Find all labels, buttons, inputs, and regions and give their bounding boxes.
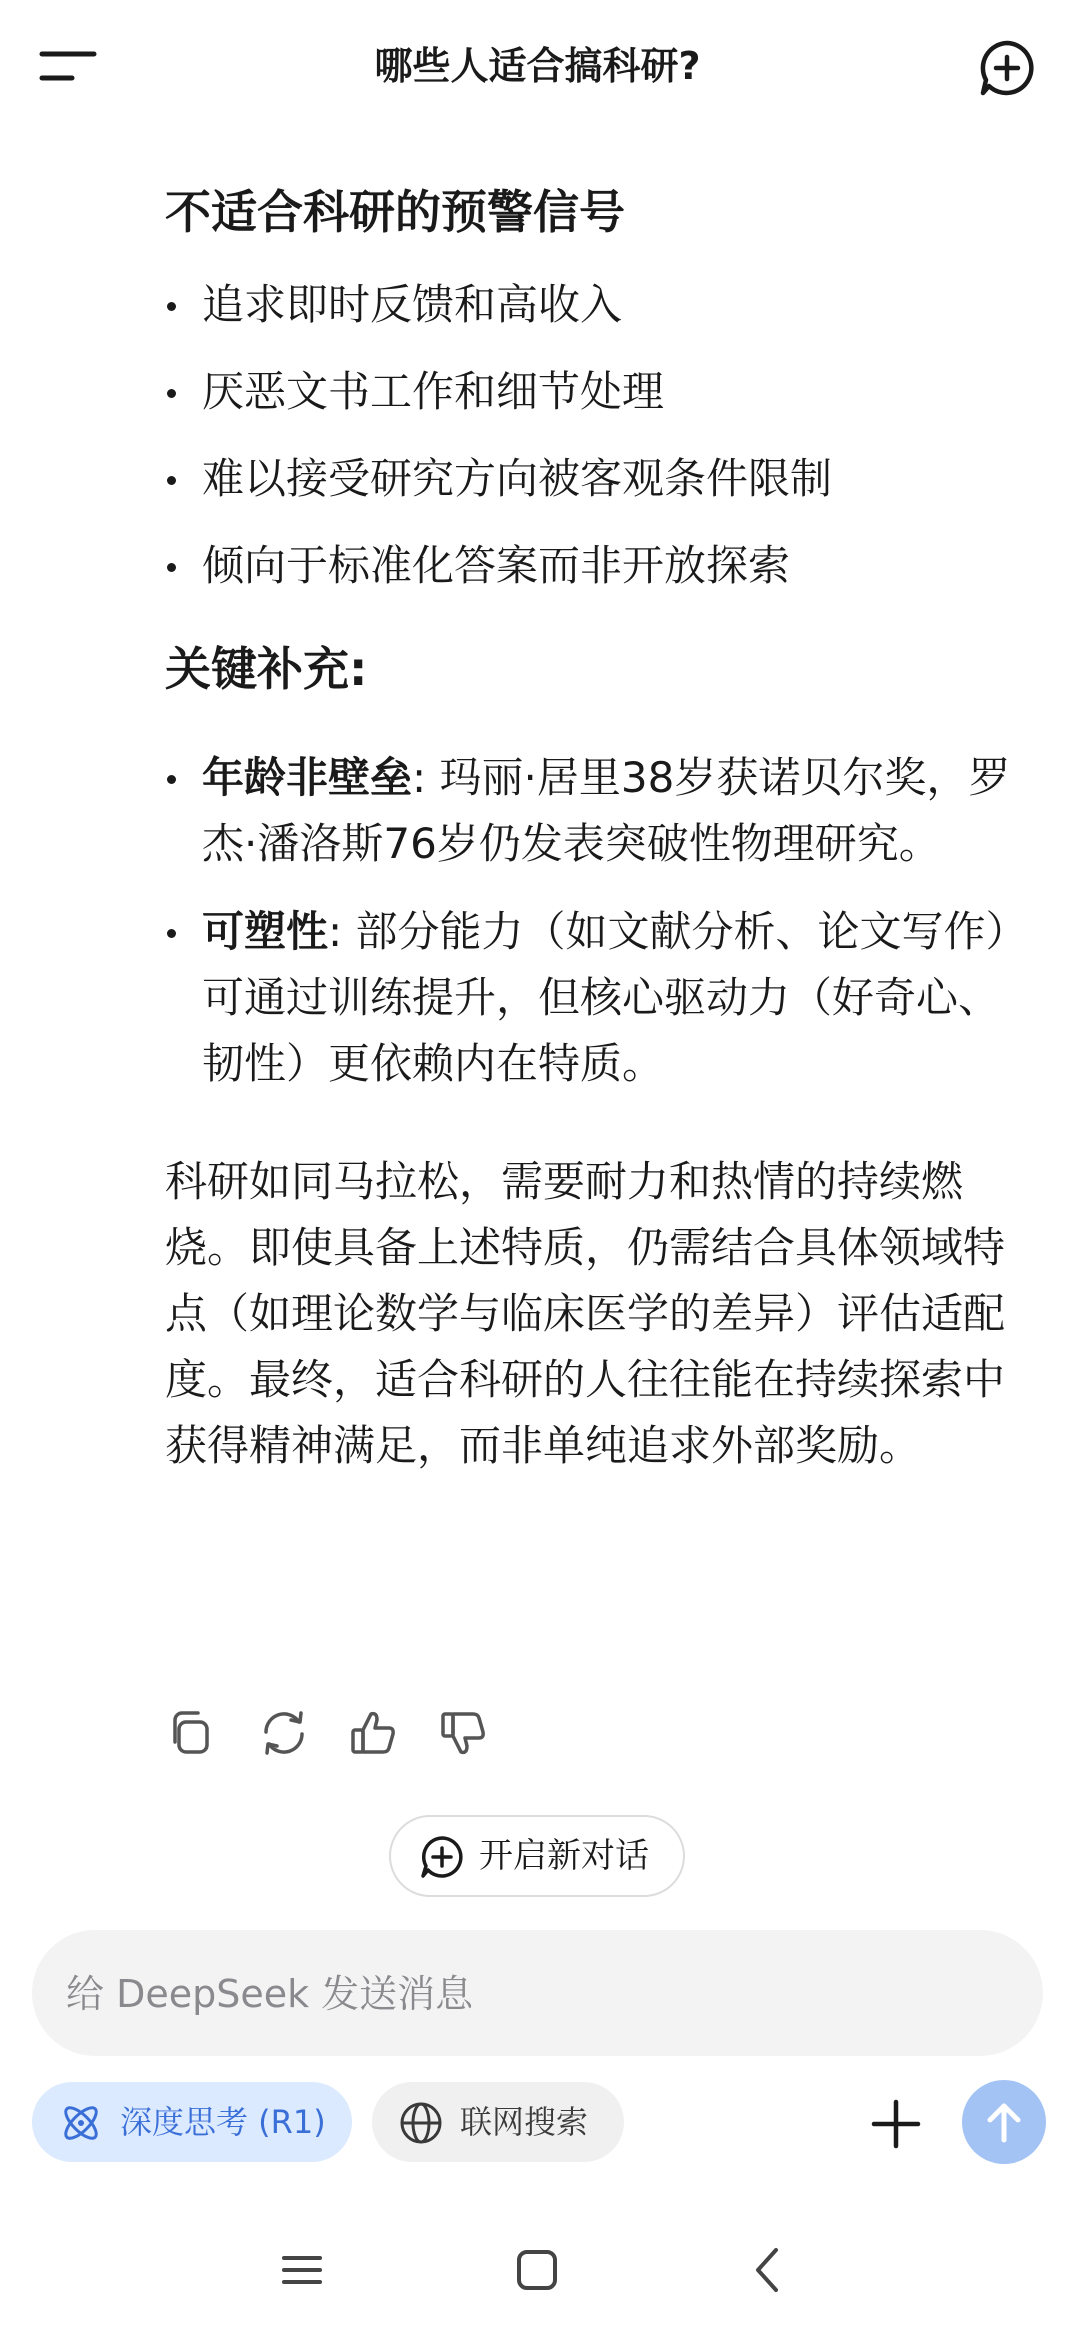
atom-icon (58, 2100, 104, 2146)
deep-think-label: 深度思考 (R1) (120, 2103, 326, 2141)
recent-apps-icon[interactable] (272, 2240, 332, 2300)
list-item: 追求即时反馈和高收入 (165, 272, 1035, 338)
message-input[interactable] (64, 1958, 1008, 2030)
home-icon[interactable] (507, 2240, 567, 2300)
system-nav-bar (0, 2220, 1075, 2331)
deep-think-toggle[interactable] (32, 2082, 352, 2162)
key-term: 年龄非壁垒 (202, 753, 413, 802)
list-item (165, 899, 1035, 1097)
key-points-list (165, 745, 1035, 1097)
globe-icon (398, 2100, 444, 2146)
warning-list (165, 272, 1035, 599)
top-bar (0, 0, 1075, 130)
web-search-label: 联网搜索 (460, 2103, 589, 2141)
menu-icon[interactable] (38, 46, 98, 86)
assistant-message (165, 180, 1035, 1521)
key-points-heading: 关键补充: (165, 642, 368, 696)
attach-plus-icon[interactable] (870, 2098, 922, 2150)
copy-icon[interactable] (165, 1706, 219, 1760)
key-separator: : (412, 753, 427, 802)
key-text: 玛丽·居里38岁获诺贝尔奖，罗杰·潘洛斯76岁仍发表突破性物理研究。 (202, 753, 1011, 868)
new-chat-icon (419, 1834, 465, 1880)
key-text: 部分能力（如文献分析、论文写作）可通过训练提升，但核心驱动力（好奇心、韧性）更依赖内在特质。 (202, 907, 1028, 1088)
list-item (165, 745, 1035, 877)
arrow-up-icon (980, 2098, 1028, 2146)
list-item: 难以接受研究方向被客观条件限制 (165, 446, 1035, 512)
back-icon[interactable] (738, 2240, 798, 2300)
key-term: 可塑性 (202, 907, 329, 956)
new-chat-button[interactable] (389, 1815, 685, 1897)
thumbs-down-icon[interactable] (437, 1706, 491, 1760)
chat-title: 哪些人适合搞科研? (374, 44, 701, 88)
warning-heading: 不适合科研的预警信号 (165, 185, 625, 239)
regenerate-icon[interactable] (257, 1706, 311, 1760)
new-chat-label: 开启新对话 (479, 1836, 649, 1876)
list-item: 倾向于标准化答案而非开放探索 (165, 533, 1035, 599)
list-item: 厌恶文书工作和细节处理 (165, 359, 1035, 425)
key-separator: : (328, 907, 343, 956)
thumbs-up-icon[interactable] (347, 1706, 401, 1760)
web-search-toggle[interactable] (372, 2082, 624, 2162)
conclusion-paragraph: 科研如同马拉松，需要耐力和热情的持续燃烧。即使具备上述特质，仍需结合具体领域特点（如理论数学与临床医学的差异）评估适配度。最终，适合科研的人往往能在持续探索中获得精神满足，而非单纯追求外部奖励。 (165, 1157, 1006, 1470)
send-button[interactable] (962, 2080, 1046, 2164)
new-chat-plus-icon[interactable] (977, 38, 1037, 98)
message-composer (32, 1930, 1043, 2056)
